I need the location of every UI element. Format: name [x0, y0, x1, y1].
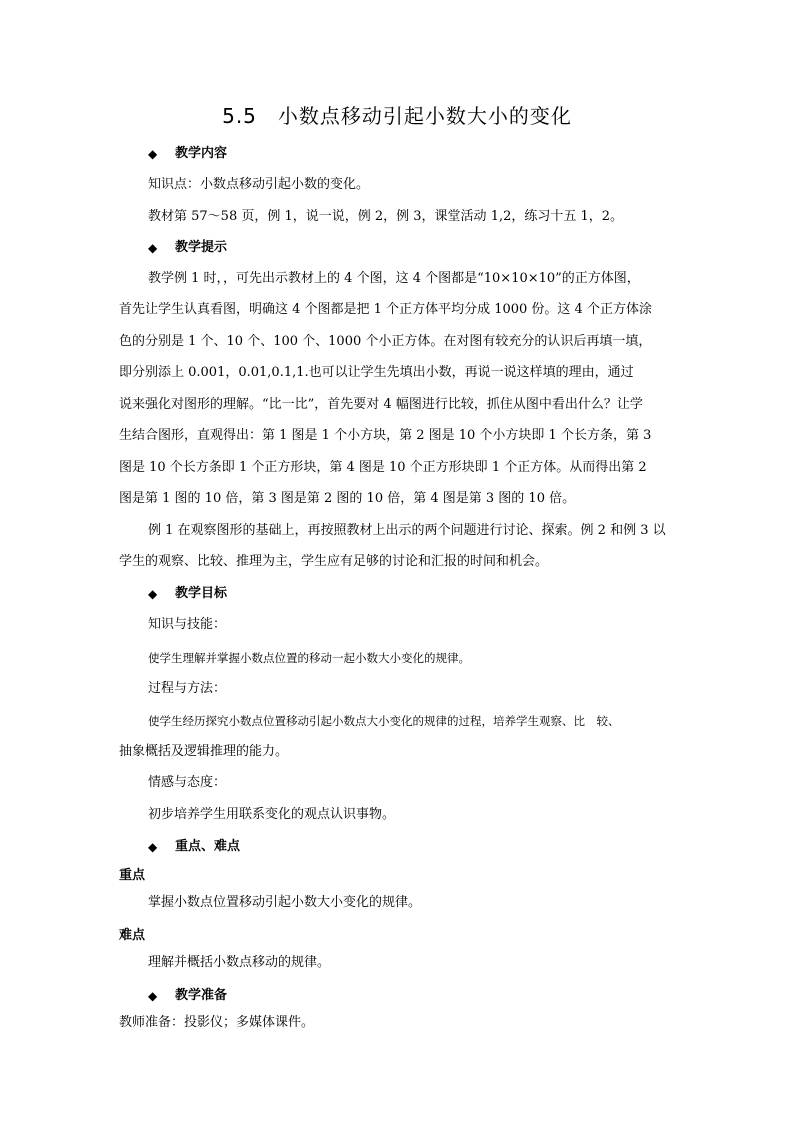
hints-line: 生结合图形，直观得出：第 1 图是 1 个小方块，第 2 图是 10 个小方块即 1 个长方条，第 3	[119, 428, 652, 443]
bullet-icon: ◆	[148, 989, 158, 1003]
goal-text: 初步培养学生用联系变化的观点认识事物。	[148, 807, 396, 822]
heading-key-points: 重点、难点	[175, 839, 241, 854]
heading-hints: 教学提示	[175, 240, 228, 255]
hints-line: 首先让学生认真看图，明确这 4 个图都是把 1 个正方体平均分成 1000 份。这 4 个正方体涂	[119, 302, 652, 317]
heading-content: 教学内容	[175, 146, 228, 161]
hints-line: 色的分别是 1 个、10 个、100 个、1000 个小正方体。在对图有较充分的认识后再填一填，	[119, 334, 652, 349]
heading-prep: 教学准备	[175, 988, 228, 1003]
hints-line: 图是 10 个长方条即 1 个正方形块，第 4 图是 10 个正方形块即 1 个正方体。从而得出第 2	[119, 460, 647, 475]
hints-line: 图是第 1 图的 10 倍，第 3 图是第 2 图的 10 倍，第 4 图是第 3 图的 10 倍。	[119, 491, 576, 506]
difficulty-label: 难点	[119, 928, 146, 943]
content-line: 教材第 57～58 页，例 1，说一说，例 2，例 3，课堂活动 1,2，练习十五 1，2。	[148, 209, 624, 224]
page-title: 5.5 小数点移动引起小数大小的变化	[222, 104, 572, 128]
hints-line: 教学例 1 时，，可先出示教材上的 4 个图，这 4 个图都是“10×10×10”的正方体图，	[148, 271, 640, 286]
hints-line: 说来强化对图形的理解。“比一比”，首先要对 4 幅图进行比较，抓住从图中看出什么？让学	[119, 397, 643, 412]
focus-text: 掌握小数点位置移动引起小数大小变化的规律。	[148, 895, 422, 910]
hints-line: 即分别添上 0.001，0.01,0.1,1.也可以让学生先填出小数，再说一说这样填的理由，通过	[119, 365, 634, 380]
goal-text: 使学生经历探究小数点位置移动引起小数点大小变化的规律的过程，培养学生观察、比 较、	[148, 714, 620, 728]
goal-label: 知识与技能：	[148, 617, 227, 632]
bullet-icon: ◆	[148, 587, 158, 601]
bullet-icon: ◆	[148, 147, 158, 161]
goal-label: 过程与方法：	[148, 681, 227, 696]
content-line: 知识点：小数点移动引起小数的变化。	[148, 177, 370, 192]
goal-text: 使学生理解并掌握小数点位置的移动一起小数大小变化的规律。	[148, 651, 470, 665]
hints-line: 学生的观察、比较、推理为主，学生应有足够的讨论和汇报的时间和机会。	[119, 554, 549, 569]
bullet-icon: ◆	[148, 840, 158, 854]
focus-label: 重点	[119, 868, 146, 883]
goal-label: 情感与态度：	[148, 775, 227, 790]
difficulty-text: 理解并概括小数点移动的规律。	[148, 955, 331, 970]
hints-line: 例 1 在观察图形的基础上，再按照教材上出示的两个问题进行讨论、探索。例 2 和例 3 以	[148, 523, 666, 538]
goal-text: 抽象概括及逻辑推理的能力。	[119, 744, 289, 759]
bullet-icon: ◆	[148, 241, 158, 255]
heading-goals: 教学目标	[175, 586, 228, 601]
prep-text: 教师准备：投影仪；多媒体课件。	[119, 1015, 315, 1030]
